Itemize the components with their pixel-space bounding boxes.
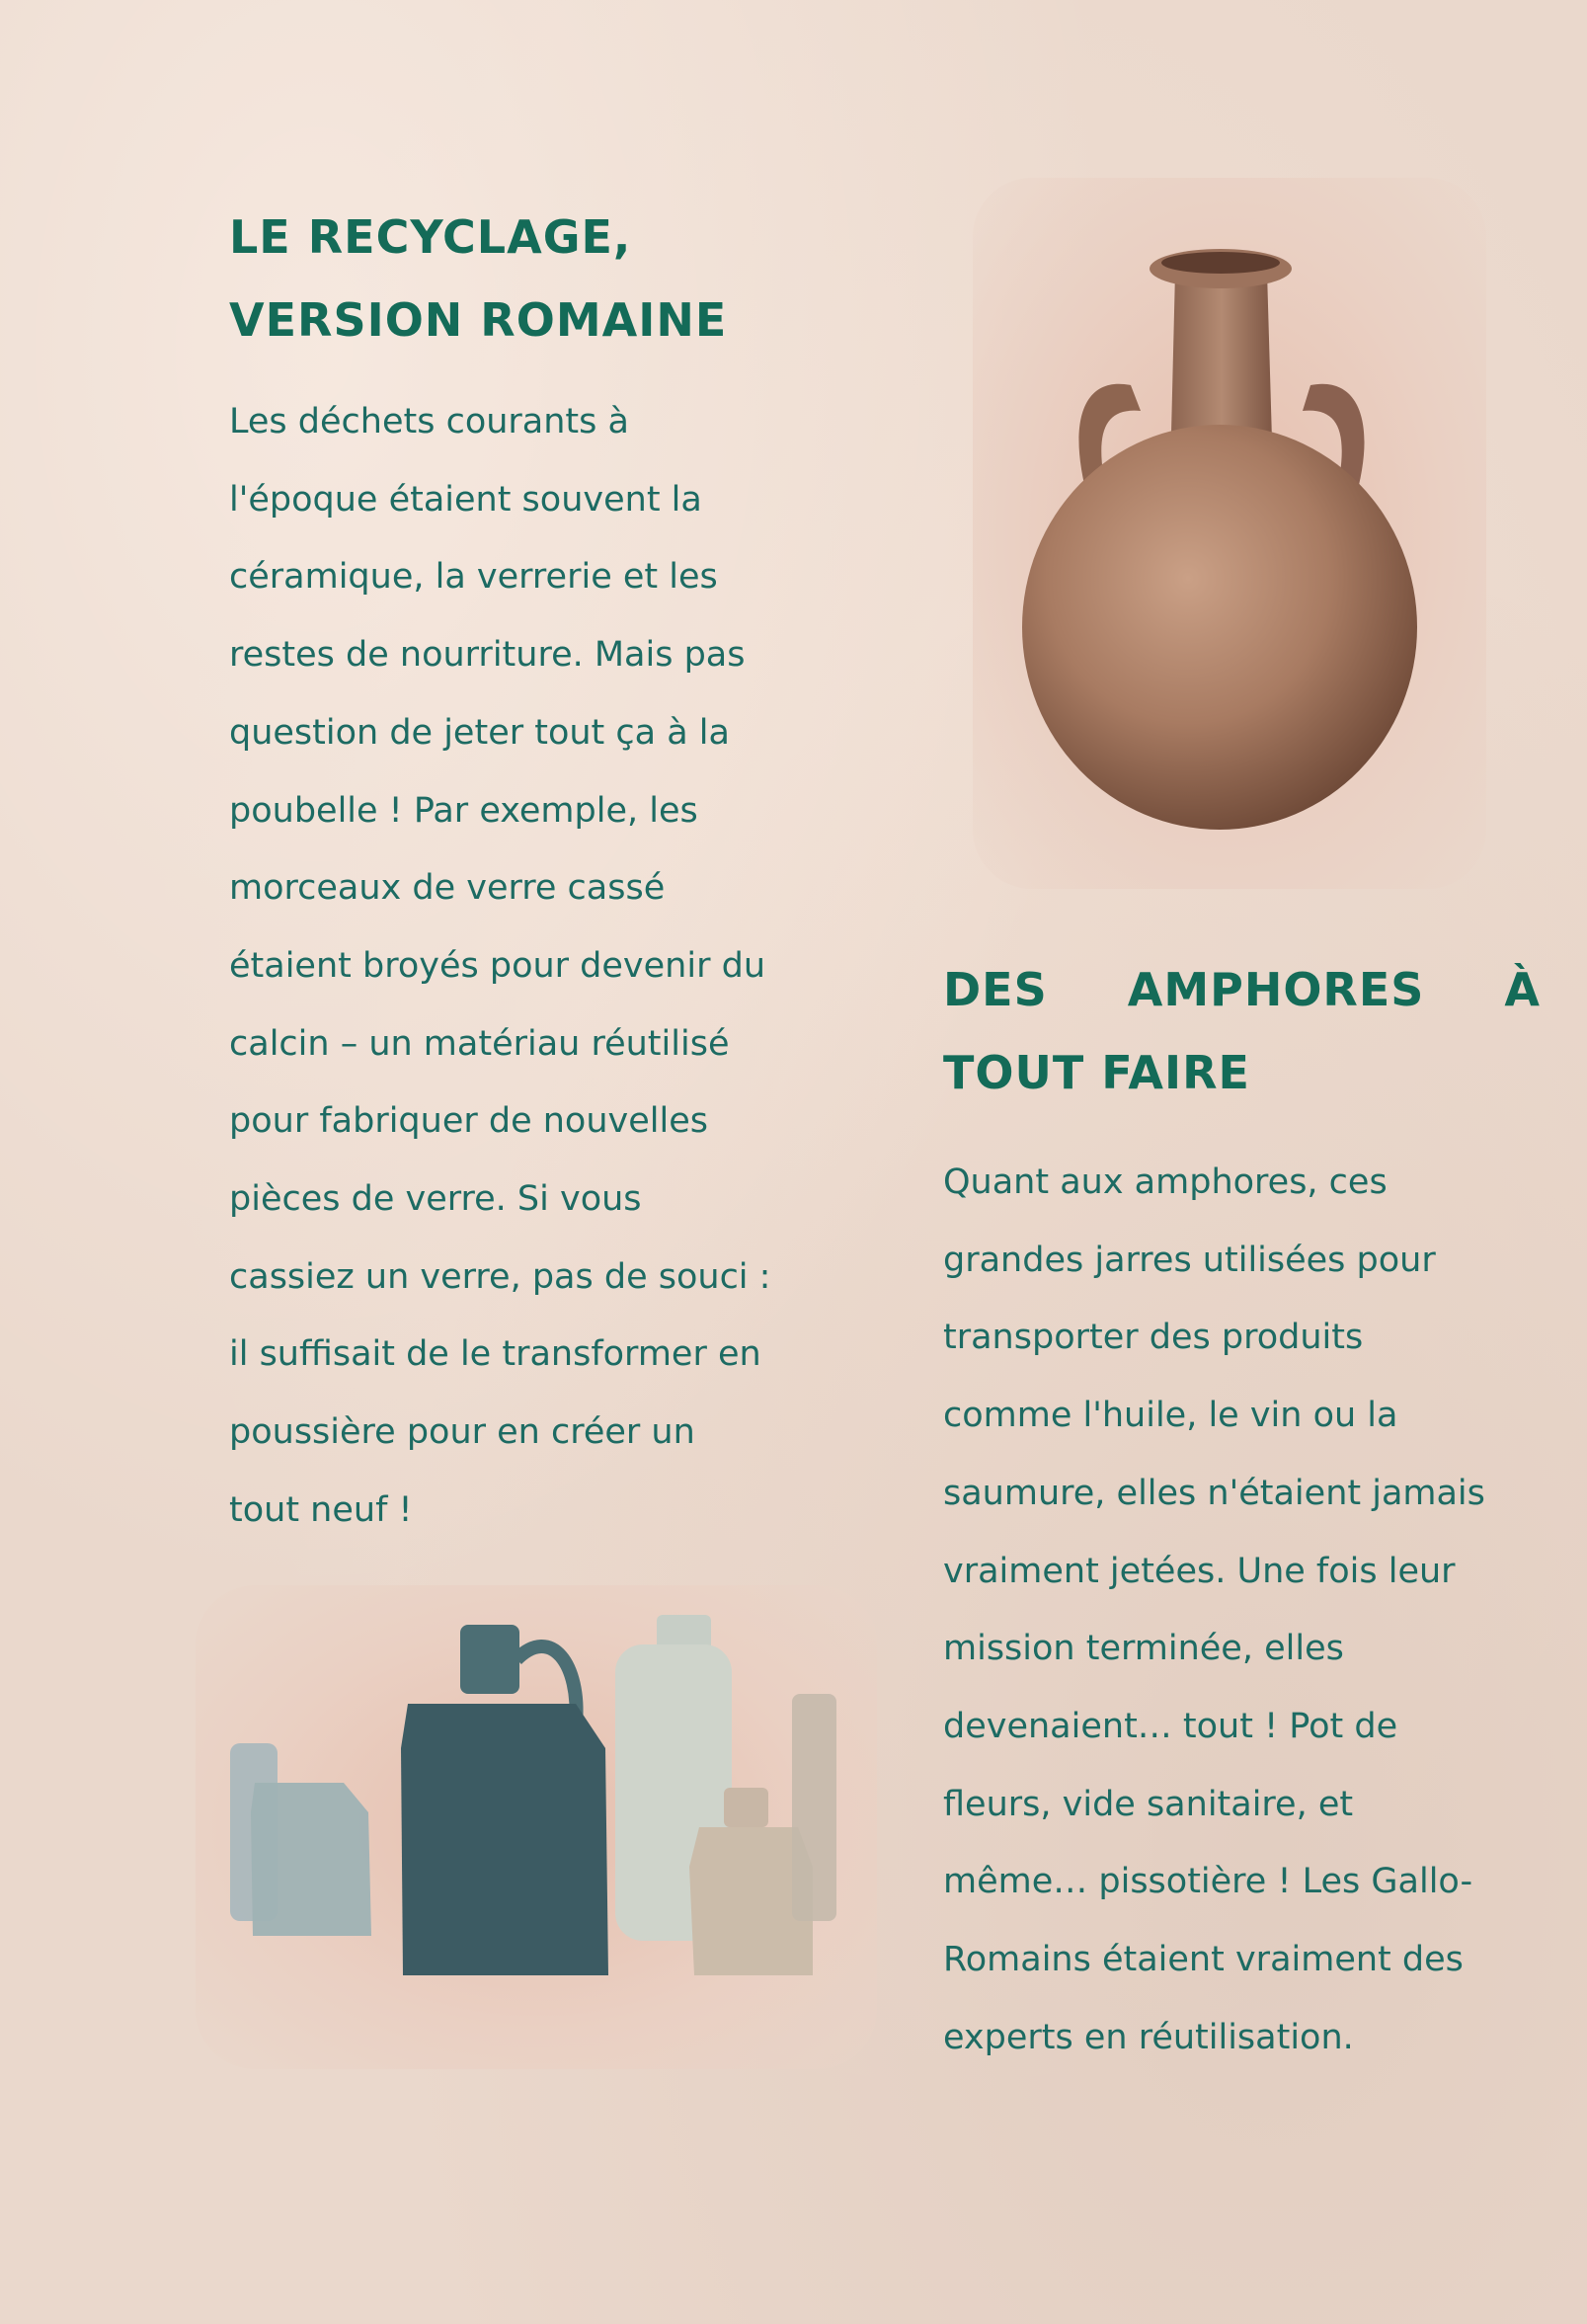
section-heading-amphores <box>943 948 1541 1114</box>
text-line: pour fabriquer de nouvelles <box>229 1101 708 1142</box>
heading-line: LE RECYCLAGE, <box>229 210 632 264</box>
text-line: Les déchets courants à <box>229 402 629 441</box>
text-line: devenaient… tout ! Pot de <box>943 1706 1398 1746</box>
recyclage-paragraph <box>229 383 841 1550</box>
text-line: transporter des produits <box>943 1318 1364 1358</box>
text-line: Romains étaient vraiment des <box>943 1940 1464 1980</box>
text-line: experts en réutilisation. <box>943 2017 1354 2057</box>
text-line: poussière pour en créer un <box>229 1412 695 1453</box>
text-line: Quant aux amphores, ces <box>943 1162 1388 1202</box>
text-line: il suffisait de le transformer en <box>229 1334 761 1375</box>
text-line: pièces de verre. Si vous <box>229 1179 642 1220</box>
text-line: comme l'huile, le vin ou la <box>943 1396 1398 1436</box>
amphora-illustration <box>973 178 1486 889</box>
heading-line: VERSION ROMAINE <box>229 293 728 347</box>
text-line: question de jeter tout ça à la <box>229 712 730 753</box>
section-heading-recyclage <box>229 196 782 361</box>
text-line: cassiez un verre, pas de souci : <box>229 1256 771 1297</box>
text-line: l'époque étaient souvent la <box>229 479 702 520</box>
text-line: calcin – un matériau réutilisé <box>229 1023 730 1064</box>
text-line: céramique, la verrerie et les <box>229 557 718 598</box>
text-line: poubelle ! Par exemple, les <box>229 790 698 831</box>
heading-line: TOUT FAIRE <box>943 1046 1250 1099</box>
amphores-paragraph <box>943 1144 1555 2076</box>
glass-vessels-illustration <box>196 1585 877 2069</box>
text-line: fleurs, vide sanitaire, et <box>943 1784 1354 1824</box>
text-line: grandes jarres utilisées pour <box>943 1240 1436 1280</box>
text-line: tout neuf ! <box>229 1489 413 1530</box>
amphora-photo <box>973 178 1486 889</box>
text-line: restes de nourriture. Mais pas <box>229 635 746 676</box>
text-line: morceaux de verre cassé <box>229 868 666 909</box>
heading-word: AMPHORES <box>1127 963 1425 1016</box>
text-line: vraiment jetées. Une fois leur <box>943 1551 1456 1591</box>
heading-line <box>943 948 1541 1031</box>
heading-word: À <box>1504 963 1541 1016</box>
text-line: même… pissotière ! Les Gallo- <box>943 1862 1473 1902</box>
glass-vessels-photo <box>196 1585 877 2069</box>
text-line: mission terminée, elles <box>943 1629 1344 1669</box>
heading-word: DES <box>943 963 1048 1016</box>
text-line: saumure, elles n'étaient jamais <box>943 1473 1485 1513</box>
text-line: étaient broyés pour devenir du <box>229 945 765 986</box>
